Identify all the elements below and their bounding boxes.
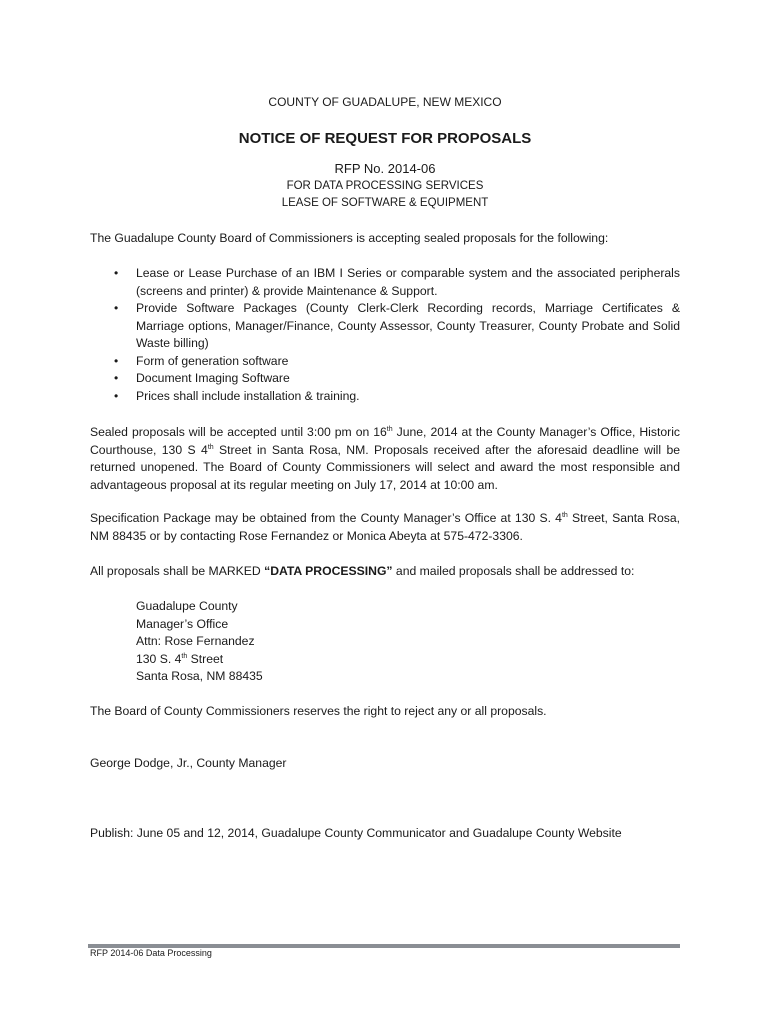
address-line: Manager’s Office — [136, 616, 229, 631]
publish-notice: Publish: June 05 and 12, 2014, Guadalupe County Communicator and Guadalupe County Website — [90, 826, 622, 840]
subtitle-data-processing: FOR DATA PROCESSING SERVICES — [286, 180, 484, 192]
list-item: • Prices shall include installation & training. — [90, 388, 680, 406]
bullet-icon: • — [114, 301, 119, 315]
list-item: • Document Imaging Software — [90, 370, 680, 388]
specification-paragraph: Specification Package may be obtained from the County Manager’s Office at 130 S. 4th Street, Santa Rosa, NM 88435 or by contacting Rose Fernandez or Monica Abeyta at 575-472-3306. — [90, 511, 680, 543]
sealed-proposals-paragraph: Sealed proposals will be accepted until 3:00 pm on 16th June, 2014 at the County Manager’s Office, Historic Courthouse, 130 S 4th Street in Santa Rosa, NM. Proposals received after the aforesaid deadline will be returned unopened. The Board of County Commissioners will select and award the most responsible and advantageous proposal at its regular meeting on July 17, 2014 at 10:00 am. — [90, 425, 681, 492]
list-item: • Provide Software Packages (County Clerk-Clerk Recording records, Marriage Certificates & Marriage options, Manager/Finance, County Assessor, County Treasurer, County Probate and Solid Waste billing) — [114, 301, 680, 350]
address-line: Attn: Rose Fernandez — [136, 634, 255, 648]
intro-paragraph: The Guadalupe County Board of Commissioners is accepting sealed proposals for the following: — [90, 231, 609, 245]
address-line: 130 S. 4th Street — [136, 651, 224, 666]
page-footer: RFP 2014-06 Data Processing — [90, 948, 212, 958]
bullet-icon: • — [114, 266, 119, 280]
reservation-statement: The Board of County Commissioners reserves the right to reject any or all proposals. — [90, 704, 547, 718]
mailing-address — [136, 598, 263, 686]
subtitle-lease: LEASE OF SOFTWARE & EQUIPMENT — [281, 197, 489, 209]
list-item: • Lease or Lease Purchase of an IBM I Series or comparable system and the associated peripherals (screens and printer) & provide Maintenance & Support. — [114, 266, 680, 298]
rfp-number: RFP No. 2014-06 — [334, 161, 436, 176]
bullet-icon: • — [114, 353, 119, 368]
proposal-items-list — [90, 265, 680, 405]
signer-name: George Dodge, Jr., County Manager — [90, 756, 287, 770]
notice-title: NOTICE OF REQUEST FOR PROPOSALS — [238, 130, 532, 147]
address-line: Santa Rosa, NM 88435 — [136, 669, 263, 683]
county-heading: COUNTY OF GUADALUPE, NEW MEXICO — [268, 95, 502, 109]
marking-instructions: All proposals shall be MARKED “DATA PROCESSING” and mailed proposals shall be addressed to: — [90, 564, 635, 578]
bullet-icon: • — [114, 371, 119, 385]
list-item: • Form of generation software — [90, 353, 680, 371]
bullet-icon: • — [114, 388, 119, 403]
address-line: Guadalupe County — [136, 599, 238, 613]
